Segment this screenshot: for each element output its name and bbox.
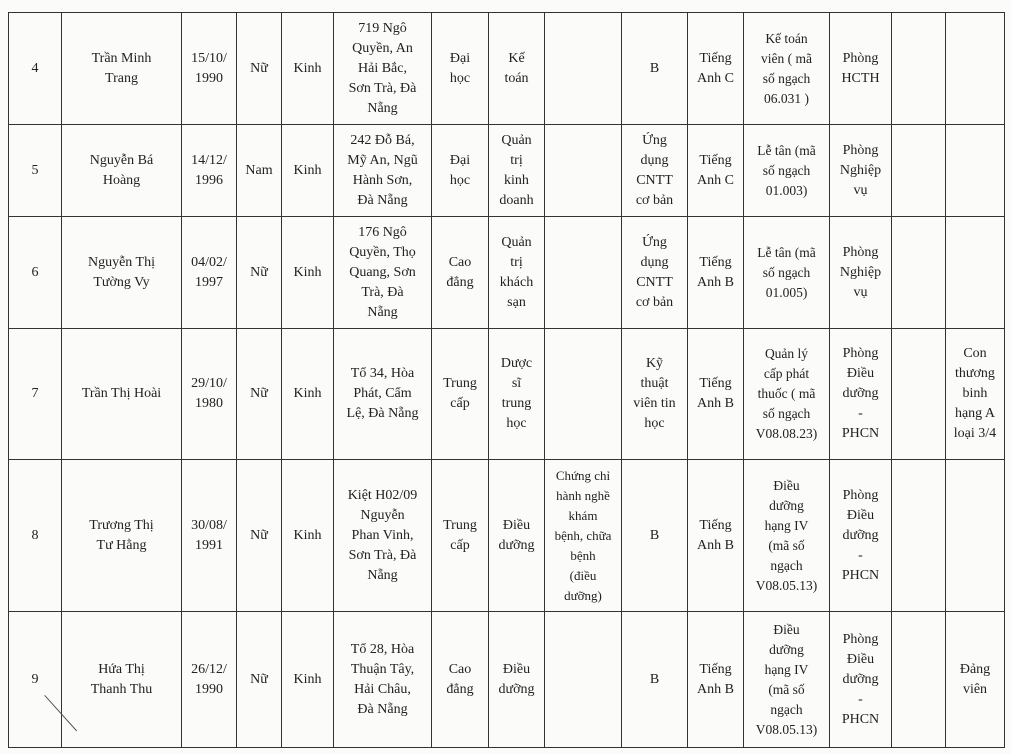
table-body — [9, 13, 1005, 748]
cell-ngoai-ngu: Tiếng Anh B — [688, 612, 744, 748]
cell-stt: 9 — [9, 612, 62, 748]
cell-dan-toc: Kinh — [282, 125, 334, 217]
cell-dia-chi: Kiệt H02/09 Nguyễn Phan Vinh, Sơn Trà, Đà Nẵng — [334, 460, 432, 612]
table-row — [9, 13, 1005, 125]
cell-chung-chi — [545, 217, 622, 329]
cell-ngay-sinh: 14/12/ 1996 — [182, 125, 237, 217]
cell-phong: Phòng HCTH — [830, 13, 892, 125]
table-row — [9, 460, 1005, 612]
cell-vi-tri: Lễ tân (mã số ngạch 01.005) — [744, 217, 830, 329]
cell-ngoai-ngu: Tiếng Anh B — [688, 217, 744, 329]
cell-stt: 7 — [9, 329, 62, 460]
cell-ngoai-ngu: Tiếng Anh C — [688, 13, 744, 125]
table-row — [9, 329, 1005, 460]
cell-dan-toc: Kinh — [282, 217, 334, 329]
cell-chuyen-nganh: Quản trị khách sạn — [489, 217, 545, 329]
cell-trinh-do: Đại học — [432, 13, 489, 125]
cell-gioi-tinh: Nữ — [237, 217, 282, 329]
cell-gioi-tinh: Nam — [237, 125, 282, 217]
cell-vi-tri: Điều dưỡng hạng IV (mã số ngạch V08.05.13) — [744, 612, 830, 748]
cell-stt: 4 — [9, 13, 62, 125]
cell-vi-tri: Lễ tân (mã số ngạch 01.003) — [744, 125, 830, 217]
cell-tin-hoc: B — [622, 612, 688, 748]
cell-gioi-tinh: Nữ — [237, 13, 282, 125]
cell-ho-ten: Trương Thị Tư Hằng — [62, 460, 182, 612]
cell-trinh-do: Cao đẳng — [432, 612, 489, 748]
cell-trinh-do: Cao đẳng — [432, 217, 489, 329]
cell-ghi-chu — [946, 217, 1005, 329]
cell-gioi-tinh: Nữ — [237, 612, 282, 748]
cell-stt: 5 — [9, 125, 62, 217]
cell-ghi-chu — [946, 460, 1005, 612]
cell-ho-ten: Trần Minh Trang — [62, 13, 182, 125]
cell-stt: 6 — [9, 217, 62, 329]
cell-phong: Phòng Điều dưỡng - PHCN — [830, 329, 892, 460]
employee-table — [8, 12, 1005, 748]
cell-vi-tri: Quản lý cấp phát thuốc ( mã số ngạch V08.08.23) — [744, 329, 830, 460]
cell-dan-toc: Kinh — [282, 612, 334, 748]
cell-ho-ten: Trần Thị Hoài — [62, 329, 182, 460]
cell-chuyen-nganh: Kế toán — [489, 13, 545, 125]
cell-extra — [892, 217, 946, 329]
cell-ghi-chu: Con thương binh hạng A loại 3/4 — [946, 329, 1005, 460]
cell-tin-hoc: Ứng dụng CNTT cơ bản — [622, 125, 688, 217]
cell-chung-chi — [545, 329, 622, 460]
cell-dia-chi: 719 Ngô Quyền, An Hải Bắc, Sơn Trà, Đà Nẵng — [334, 13, 432, 125]
cell-ngay-sinh: 29/10/ 1980 — [182, 329, 237, 460]
cell-vi-tri: Kế toán viên ( mã số ngạch 06.031 ) — [744, 13, 830, 125]
cell-trinh-do: Trung cấp — [432, 329, 489, 460]
cell-ghi-chu — [946, 13, 1005, 125]
cell-tin-hoc: Ứng dụng CNTT cơ bản — [622, 217, 688, 329]
cell-dia-chi: Tổ 28, Hòa Thuận Tây, Hải Châu, Đà Nẵng — [334, 612, 432, 748]
cell-gioi-tinh: Nữ — [237, 329, 282, 460]
cell-dia-chi: Tổ 34, Hòa Phát, Cẩm Lệ, Đà Nẵng — [334, 329, 432, 460]
cell-extra — [892, 612, 946, 748]
cell-dia-chi: 176 Ngô Quyền, Thọ Quang, Sơn Trà, Đà Nẵng — [334, 217, 432, 329]
cell-trinh-do: Đại học — [432, 125, 489, 217]
cell-gioi-tinh: Nữ — [237, 460, 282, 612]
cell-dia-chi: 242 Đỗ Bá, Mỹ An, Ngũ Hành Sơn, Đà Nẵng — [334, 125, 432, 217]
cell-extra — [892, 329, 946, 460]
table-row — [9, 612, 1005, 748]
cell-ngay-sinh: 30/08/ 1991 — [182, 460, 237, 612]
cell-chuyen-nganh: Quản trị kinh doanh — [489, 125, 545, 217]
cell-ngoai-ngu: Tiếng Anh C — [688, 125, 744, 217]
cell-phong: Phòng Nghiệp vụ — [830, 125, 892, 217]
cell-dan-toc: Kinh — [282, 460, 334, 612]
cell-chung-chi — [545, 125, 622, 217]
cell-trinh-do: Trung cấp — [432, 460, 489, 612]
cell-extra — [892, 13, 946, 125]
cell-ngoai-ngu: Tiếng Anh B — [688, 329, 744, 460]
cell-tin-hoc: Kỹ thuật viên tin học — [622, 329, 688, 460]
cell-ngay-sinh: 15/10/ 1990 — [182, 13, 237, 125]
cell-vi-tri: Điều dưỡng hạng IV (mã số ngạch V08.05.13) — [744, 460, 830, 612]
cell-phong: Phòng Nghiệp vụ — [830, 217, 892, 329]
table-row — [9, 217, 1005, 329]
cell-ho-ten: Hứa Thị Thanh Thu — [62, 612, 182, 748]
cell-phong: Phòng Điều dưỡng - PHCN — [830, 612, 892, 748]
table-row — [9, 125, 1005, 217]
cell-ho-ten: Nguyễn Bá Hoàng — [62, 125, 182, 217]
cell-dan-toc: Kinh — [282, 13, 334, 125]
cell-chung-chi — [545, 13, 622, 125]
cell-extra — [892, 460, 946, 612]
cell-chung-chi — [545, 612, 622, 748]
cell-phong: Phòng Điều dưỡng - PHCN — [830, 460, 892, 612]
cell-chuyen-nganh: Điều dưỡng — [489, 460, 545, 612]
cell-chung-chi: Chứng chỉ hành nghề khám bệnh, chữa bệnh (điều dưỡng) — [545, 460, 622, 612]
cell-stt: 8 — [9, 460, 62, 612]
cell-ghi-chu: Đảng viên — [946, 612, 1005, 748]
cell-chuyen-nganh: Điều dưỡng — [489, 612, 545, 748]
cell-tin-hoc: B — [622, 460, 688, 612]
cell-ngay-sinh: 04/02/ 1997 — [182, 217, 237, 329]
cell-tin-hoc: B — [622, 13, 688, 125]
cell-chuyen-nganh: Dược sĩ trung học — [489, 329, 545, 460]
cell-ghi-chu — [946, 125, 1005, 217]
cell-dan-toc: Kinh — [282, 329, 334, 460]
cell-ngoai-ngu: Tiếng Anh B — [688, 460, 744, 612]
cell-extra — [892, 125, 946, 217]
cell-ho-ten: Nguyễn Thị Tường Vy — [62, 217, 182, 329]
cell-ngay-sinh: 26/12/ 1990 — [182, 612, 237, 748]
